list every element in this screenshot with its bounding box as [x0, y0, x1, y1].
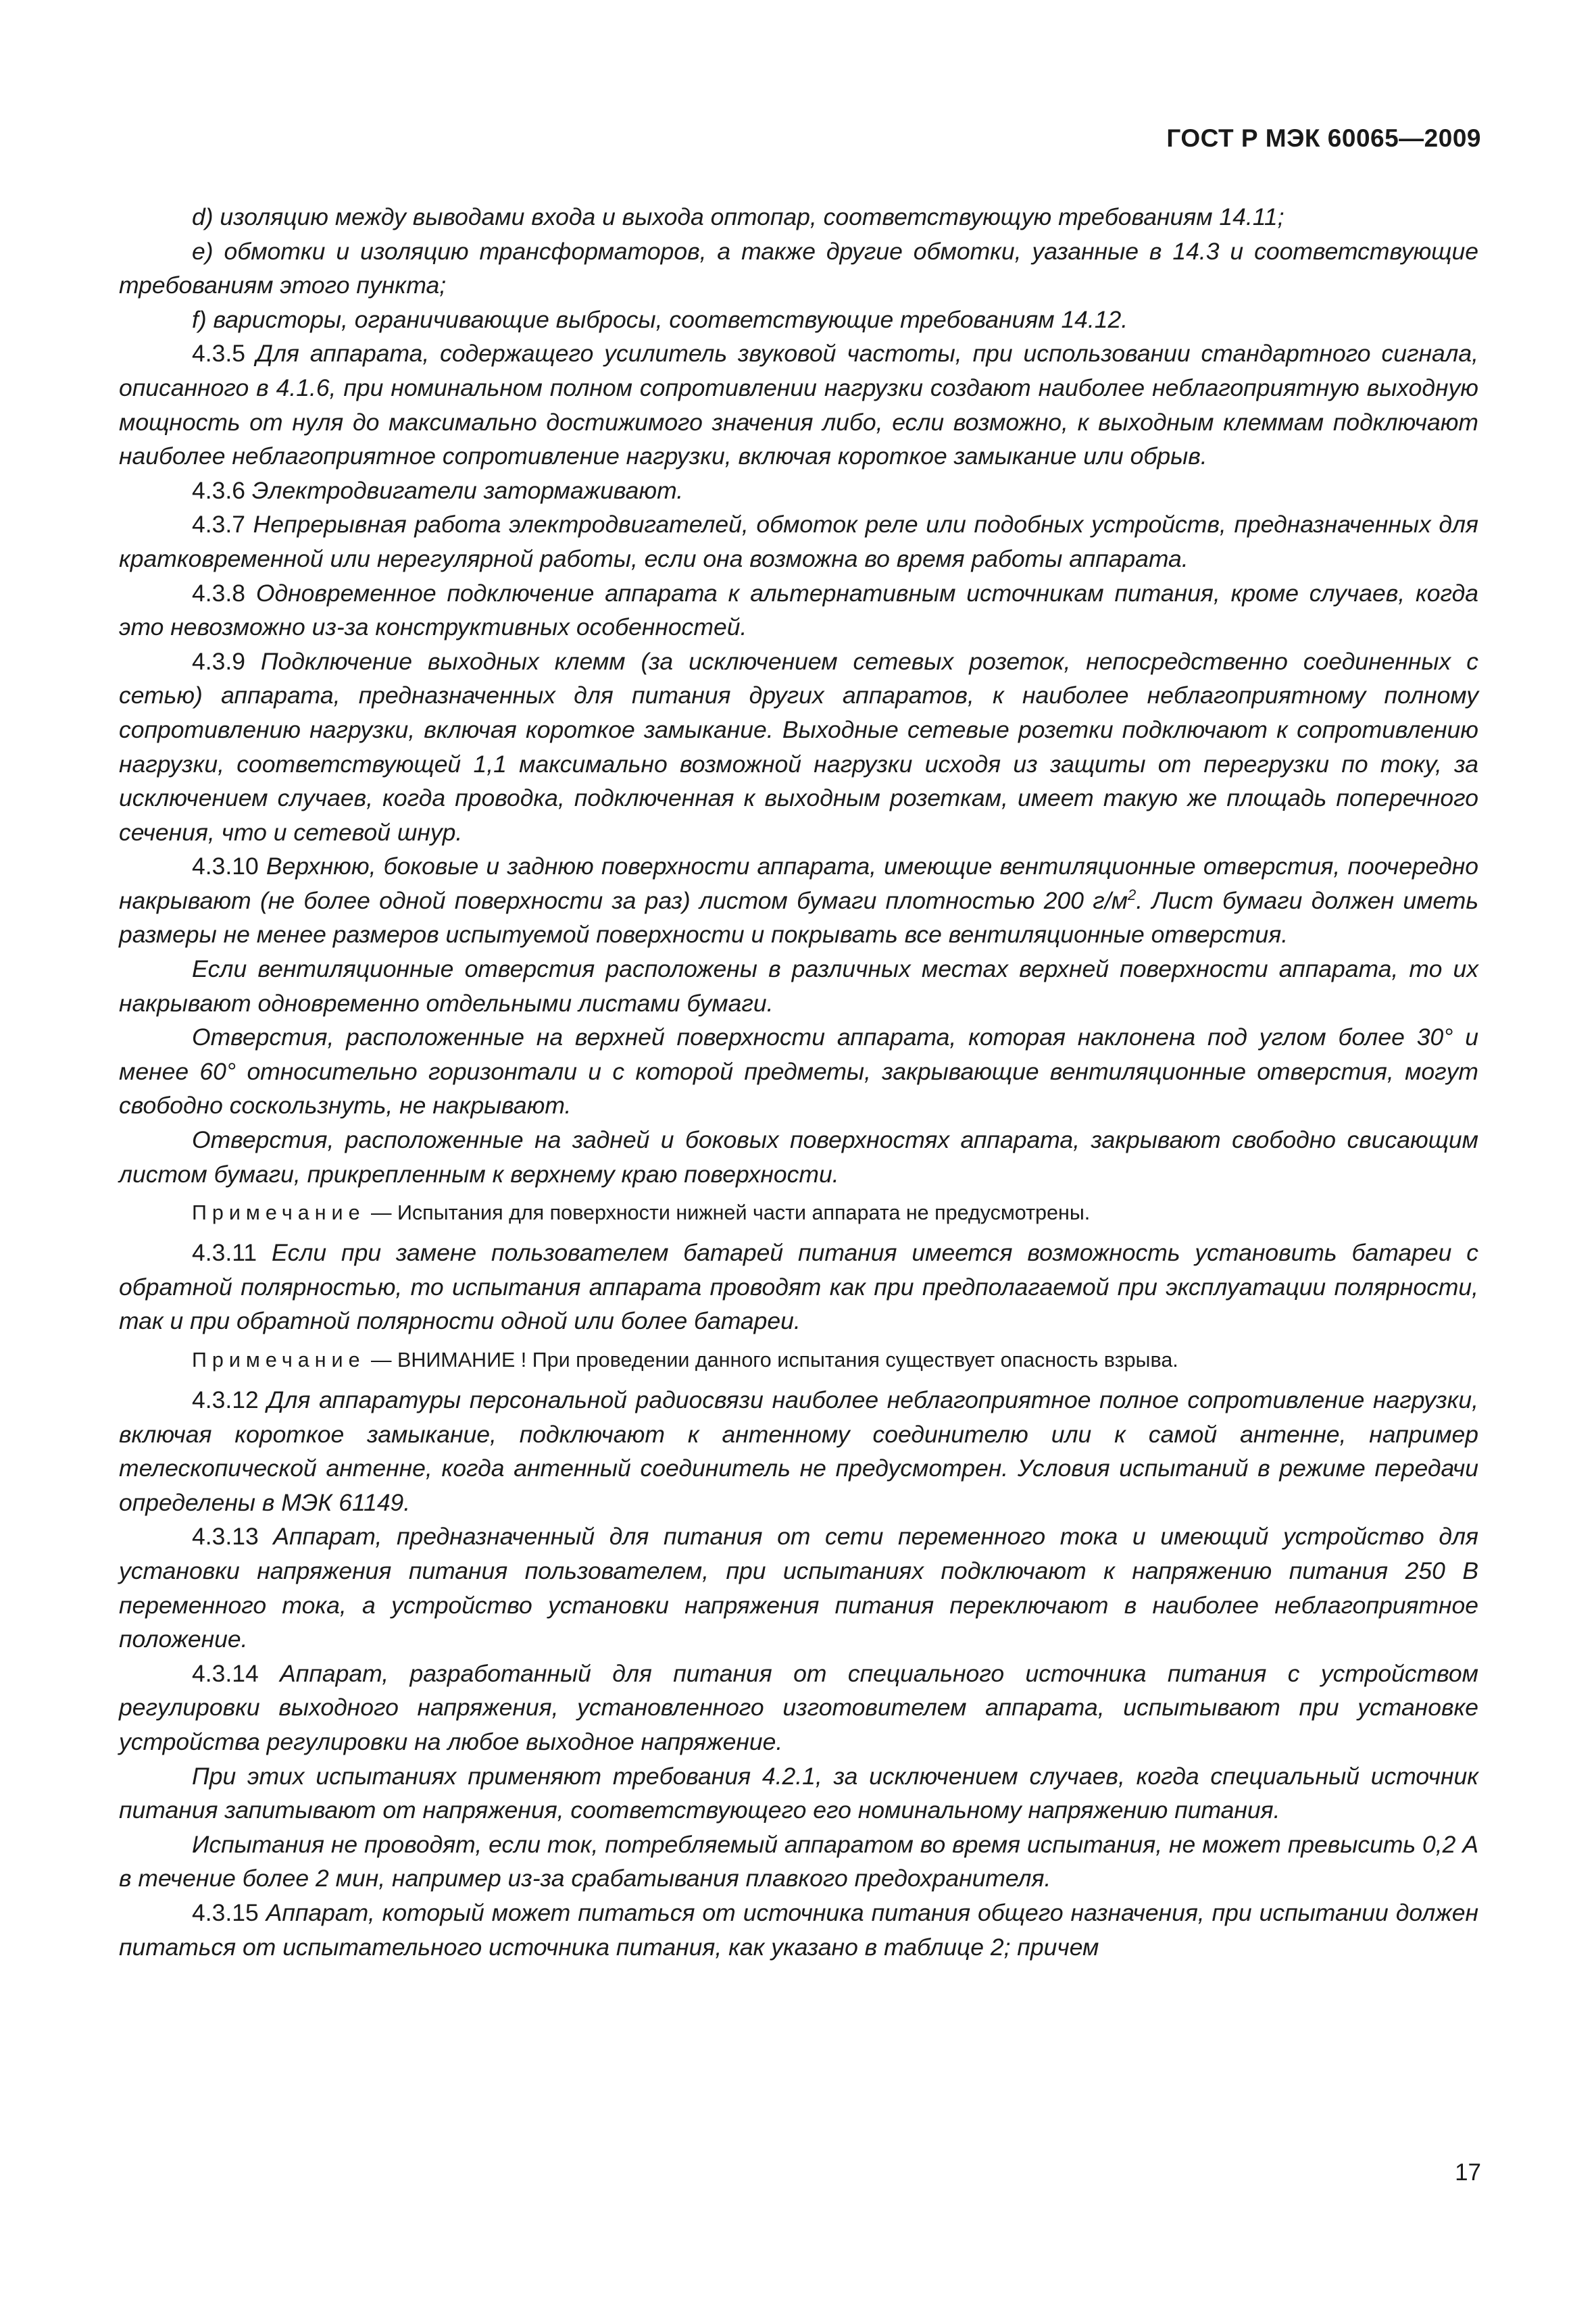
clause-4-3-6: 4.3.6 Электродвигатели затормаживают. — [192, 476, 684, 504]
document-body — [119, 200, 1478, 1964]
document-header: ГОСТ Р МЭК 60065—2009 — [1166, 124, 1481, 152]
list-item-f: f) варисторы, ограничивающие выбросы, соответствующие требованиям 14.12. — [192, 305, 1128, 333]
clause-4-3-7: 4.3.7 Непрерывная работа электродвигателей, обмоток реле или подобных устройств, предназначенных для кратковременной или нерегулярной работы, если она возможна во время работы аппарата. — [119, 511, 1478, 572]
clause-4-3-15: 4.3.15 Аппарат, который может питаться от источника питания общего назначения, при испытании должен питаться от испытательного источника питания, как указано в таблице 2; причем — [119, 1898, 1479, 1961]
superscript: 2 — [1128, 886, 1137, 904]
clause-number: 4.3.9 — [192, 647, 245, 675]
paragraph: Если вентиляционные отверстия расположены в различных местах верхней поверхности аппарата, то их накрывают одновременно отдельными листами бумаги. — [119, 955, 1478, 1017]
clause-number: 4.3.7 — [192, 511, 245, 538]
clause-number: 4.3.11 — [192, 1239, 257, 1267]
clause-number: 4.3.5 — [192, 340, 245, 368]
clause-4-3-14: 4.3.14 Аппарат, разработанный для питания от специального источника питания с устройством регулировки выходного напряжения, установленного изготовителем аппарата, испытывают при установке устройства регулировки на любое выходное напряжение. — [119, 1659, 1478, 1755]
page-number: 17 — [1455, 2159, 1481, 2186]
clause-number: 4.3.15 — [192, 1898, 259, 1926]
clause-number: 4.3.8 — [192, 579, 245, 607]
list-item-e: e) обмотки и изоляцию трансформаторов, а также другие обмотки, уазанные в 14.3 и соответствующие требованиям этого пункта; — [119, 237, 1478, 299]
note-1: Примечание — Испытания для поверхности нижней части аппарата не предусмотрены. — [192, 1201, 1091, 1225]
note-label: Примечание — [192, 1201, 366, 1225]
clause-number: 4.3.6 — [192, 476, 245, 504]
paragraph: Отверстия, расположенные на верхней поверхности аппарата, которая наклонена под углом более 30° и менее 60° относительно горизонтали и с которой предметы, закрывающие вентиляционные отверстия, могут свободно соскользнуть, не накрывают. — [119, 1024, 1478, 1120]
clause-number: 4.3.13 — [192, 1523, 259, 1551]
clause-4-3-11: 4.3.11 Если при замене пользователем батарей питания имеется возможность установить батареи с обратной полярностью, то испытания аппарата проводят как при предполагаемой при эксплуатации полярности, так и при обратной полярности одной или более батареи. — [119, 1239, 1478, 1335]
clause-4-3-9: 4.3.9 Подключение выходных клемм (за исключением сетевых розеток, непосредственно соединенных с сетью) аппарата, предназначенных для питания других аппаратов, к наиболее неблагоприятному полному сопротивлению нагрузки, включая короткое замыкание. Выходные сетевые розетки подключают к сопротивлению нагрузки, соответствующей 1,1 максимально возможной нагрузки исходя из защиты от перегрузки по току, за исключением случаев, когда проводка, подключенная к выходным розеткам, имеет такую же площадь поперечного сечения, что и сетевой шнур. — [119, 647, 1478, 846]
note-label: Примечание — [192, 1349, 366, 1372]
clause-4-3-13: 4.3.13 Аппарат, предназначенный для питания от сети переменного тока и имеющий устройство для установки напряжения питания пользователем, при испытаниях подключают к напряжению питания 250 В переменного тока, а устройство установки напряжения питания переключают в наиболее неблагоприятное положение. — [119, 1523, 1478, 1653]
note-2: Примечание — ВНИМАНИЕ ! При проведении данного испытания существует опасность взрыва. — [192, 1349, 1178, 1372]
clause-number: 4.3.14 — [192, 1659, 259, 1687]
clause-4-3-12: 4.3.12 Для аппаратуры персональной радиосвязи наиболее неблагоприятное полное сопротивление нагрузки, включая короткое замыкание, подключают к антенному соединителю или к самой антенне, например телескопической антенне, когда антенный соединитель не предусмотрен. Условия испытаний в режиме передачи определены в МЭК 61149. — [119, 1386, 1478, 1516]
clause-4-3-10: 4.3.10 Верхнюю, боковые и заднюю поверхности аппарата, имеющие вентиляционные отверстия, поочередно накрывают (не более одной поверхности за раз) листом бумаги плотностью 200 $г/м^2$. Лист бумаги должен иметь размеры не менее размеров испытуемой поверхности и покрывать все вентиляционные отверстия. — [119, 853, 1478, 949]
clause-number: 4.3.10 — [192, 853, 259, 880]
paragraph: Отверстия, расположенные на задней и боковых поверхностях аппарата, закрывают свободно свисающим листом бумаги, прикрепленным к верхнему краю поверхности. — [119, 1126, 1478, 1188]
clause-number: 4.3.12 — [192, 1386, 259, 1413]
paragraph: При этих испытаниях применяют требования 4.2.1, за исключением случаев, когда специальный источник питания запитывают от напряжения, соответствующего его номинальному напряжению питания. — [119, 1762, 1478, 1824]
clause-4-3-5: 4.3.5 Для аппарата, содержащего усилитель звуковой частоты, при использовании стандартного сигнала, описанного в 4.1.6, при номинальном полном сопротивлении нагрузки создают наиболее неблагоприятную выходную мощность от нуля до максимально достижимого значения либо, если возможно, к выходным клеммам подключают наиболее неблагоприятное сопротивление нагрузки, включая короткое замыкание или обрыв. — [119, 340, 1478, 470]
paragraph: Испытания не проводят, если ток, потребляемый аппаратом во время испытания, не может превысить 0,2 А в течение более 2 мин, например из-за срабатывания плавкого предохранителя. — [119, 1830, 1478, 1892]
clause-4-3-8: 4.3.8 Одновременное подключение аппарата к альтернативным источникам питания, кроме случаев, когда это невозможно из-за конструктивных особенностей. — [119, 579, 1478, 641]
list-item-d: d) изоляцию между выводами входа и выхода оптопар, соответствующую требованиям 14.11; — [192, 203, 1285, 230]
